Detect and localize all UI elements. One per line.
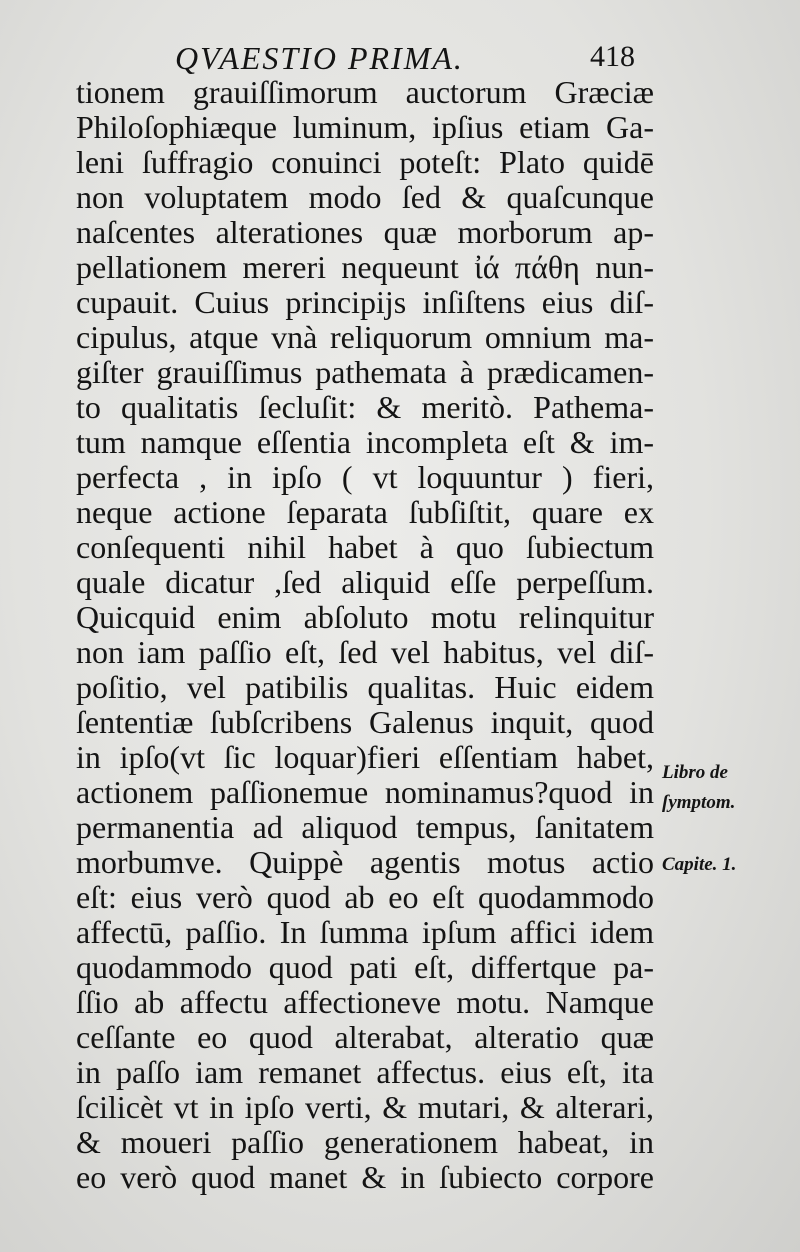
text-line: quale dicatur ,ſed aliquid eſſe perpeſſum.: [76, 564, 654, 600]
text-line: & moueri paſſio generationem habeat, in: [76, 1124, 654, 1160]
text-line: tionem grauiſſimorum auctorum Græciæ: [76, 74, 654, 110]
text-line: giſter grauiſſimus pathemata à prædicamen-: [76, 354, 654, 390]
text-line: poſitio, vel patibilis qualitas. Huic eidem: [76, 669, 654, 705]
text-line: perfecta , in ipſo ( vt loquuntur ) fieri,: [76, 459, 654, 495]
text-line: in ipſo(vt ſic loquar)fieri eſſentiam habet,: [76, 739, 654, 775]
text-line: neque actione ſeparata ſubſiſtit, quare ex: [76, 494, 654, 530]
text-line: eſt: eius verò quod ab eo eſt quodammodo: [76, 879, 654, 915]
text-line: cupauit. Cuius principijs inſiſtens eius diſ-: [76, 284, 654, 320]
text-line: ſcilicèt vt in ipſo verti, & mutari, & alterari,: [76, 1089, 654, 1125]
text-line: leni ſuffragio conuinci poteſt: Plato quidē: [76, 144, 654, 180]
text-line: cipulus, atque vnà reliquorum omnium ma-: [76, 319, 654, 355]
text-line: Philoſophiæque luminum, ipſius etiam Ga-: [76, 109, 654, 145]
text-line: in paſſo iam remanet affectus. eius eſt, ita: [76, 1054, 654, 1090]
text-line: actionem paſſionemue nominamus?quod in: [76, 774, 654, 810]
margin-note-source: Libro de: [662, 762, 728, 783]
text-line: ſſio ab affectu affectioneve motu. Namque: [76, 984, 654, 1020]
text-line: non iam paſſio eſt, ſed vel habitus, vel diſ-: [76, 634, 654, 670]
text-line: conſequenti nihil habet à quo ſubiectum: [76, 529, 654, 565]
text-line: non voluptatem modo ſed & quaſcunque: [76, 179, 654, 215]
text-line: naſcentes alterationes quæ morborum ap-: [76, 214, 654, 250]
text-line: morbumve. Quippè agentis motus actio: [76, 844, 654, 880]
running-head: QVAESTIO PRIMA.: [175, 40, 464, 76]
text-line: quodammodo quod pati eſt, differtque pa-: [76, 949, 654, 985]
text-line: tum namque eſſentia incompleta eſt & im-: [76, 424, 654, 460]
margin-note-source: ſymptom.: [662, 792, 736, 813]
text-line: affectū, paſſio. In ſumma ipſum affici idem: [76, 914, 654, 950]
text-line: ceſſante eo quod alterabat, alteratio quæ: [76, 1019, 654, 1055]
text-line: pellationem mereri nequeunt ἰά πάθη nun-: [76, 249, 654, 285]
page-number: 418: [590, 40, 635, 73]
text-line: Quicquid enim abſoluto motu relinquitur: [76, 599, 654, 635]
text-line: ſententiæ ſubſcribens Galenus inquit, quod: [76, 704, 654, 740]
text-line: permanentia ad aliquod tempus, ſanitatem: [76, 809, 654, 845]
margin-note-chapter: Capite. 1.: [662, 854, 737, 875]
text-line: eo verò quod manet & in ſubiecto corpore: [76, 1159, 654, 1195]
text-line: to qualitatis ſecluſit: & meritò. Pathema-: [76, 389, 654, 425]
